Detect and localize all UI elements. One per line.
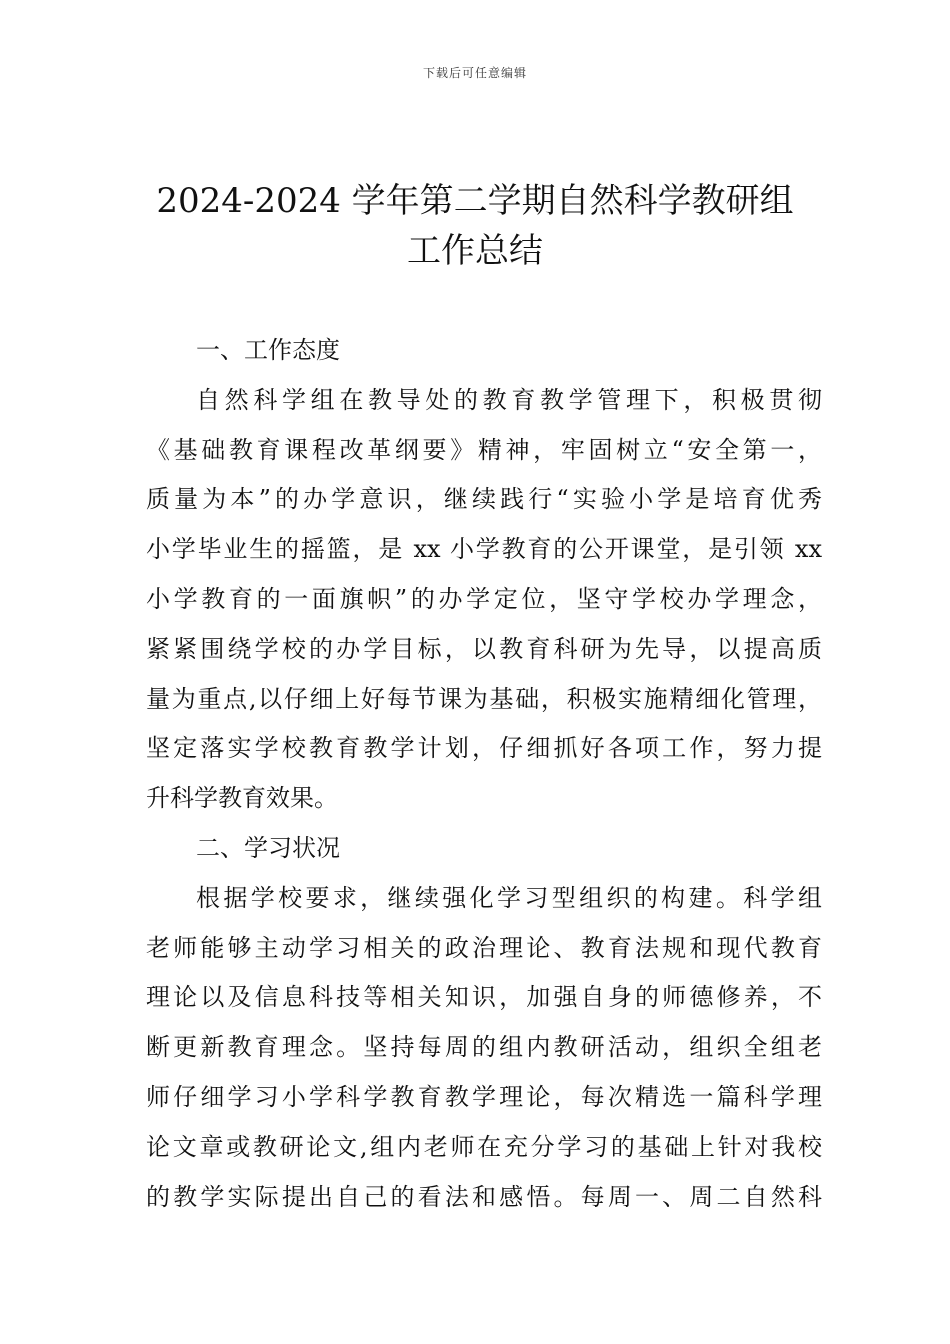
paragraph-line: 量为重点,以仔细上好每节课为基础，积极实施精细化管理， [146, 684, 822, 713]
paragraph-line: 升科学教育效果。 [146, 784, 338, 813]
header-note: 下载后可任意编辑 [422, 66, 527, 80]
paragraph-line: 理论以及信息科技等相关知识，加强自身的师德修养，不 [146, 983, 822, 1012]
title-line-1: 2024-2024 学年第二学期自然科学教研组 [156, 181, 794, 221]
paragraph-line: 小学毕业生的摇篮，是 xx 小学教育的公开课堂，是引领 xx [146, 535, 822, 564]
paragraph-line: 的教学实际提出自己的看法和感悟。每周一、周二自然科 [146, 1182, 822, 1211]
paragraph-line: 根据学校要求，继续强化学习型组织的构建。科学组 [196, 883, 822, 912]
paragraph-line: 质量为本”的办学意识，继续践行“实验小学是培育优秀 [146, 485, 822, 514]
title-line-2: 工作总结 [407, 231, 543, 271]
paragraph-line: 紧紧围绕学校的办学目标，以教育科研为先导，以提高质 [146, 634, 822, 663]
paragraph-line: 《基础教育课程改革纲要》精神，牢固树立“安全第一， [146, 435, 822, 464]
paragraph-line: 论文章或教研论文,组内老师在充分学习的基础上针对我校 [146, 1132, 822, 1161]
document-body [146, 326, 822, 1222]
document-title [100, 176, 850, 276]
section-heading: 二、学习状况 [196, 833, 340, 862]
paragraph-line: 自然科学组在教导处的教育教学管理下，积极贯彻 [196, 385, 822, 414]
paragraph-line: 师仔细学习小学科学教育教学理论，每次精选一篇科学理 [146, 1082, 822, 1111]
section-heading: 一、工作态度 [196, 336, 340, 364]
paragraph-line: 老师能够主动学习相关的政治理论、教育法规和现代教育 [146, 933, 822, 962]
paragraph-line: 小学教育的一面旗帜”的办学定位，坚守学校办学理念， [146, 584, 822, 613]
paragraph-line: 断更新教育理念。坚持每周的组内教研活动，组织全组老 [146, 1033, 822, 1062]
paragraph-line: 坚定落实学校教育教学计划，仔细抓好各项工作，努力提 [146, 734, 822, 763]
